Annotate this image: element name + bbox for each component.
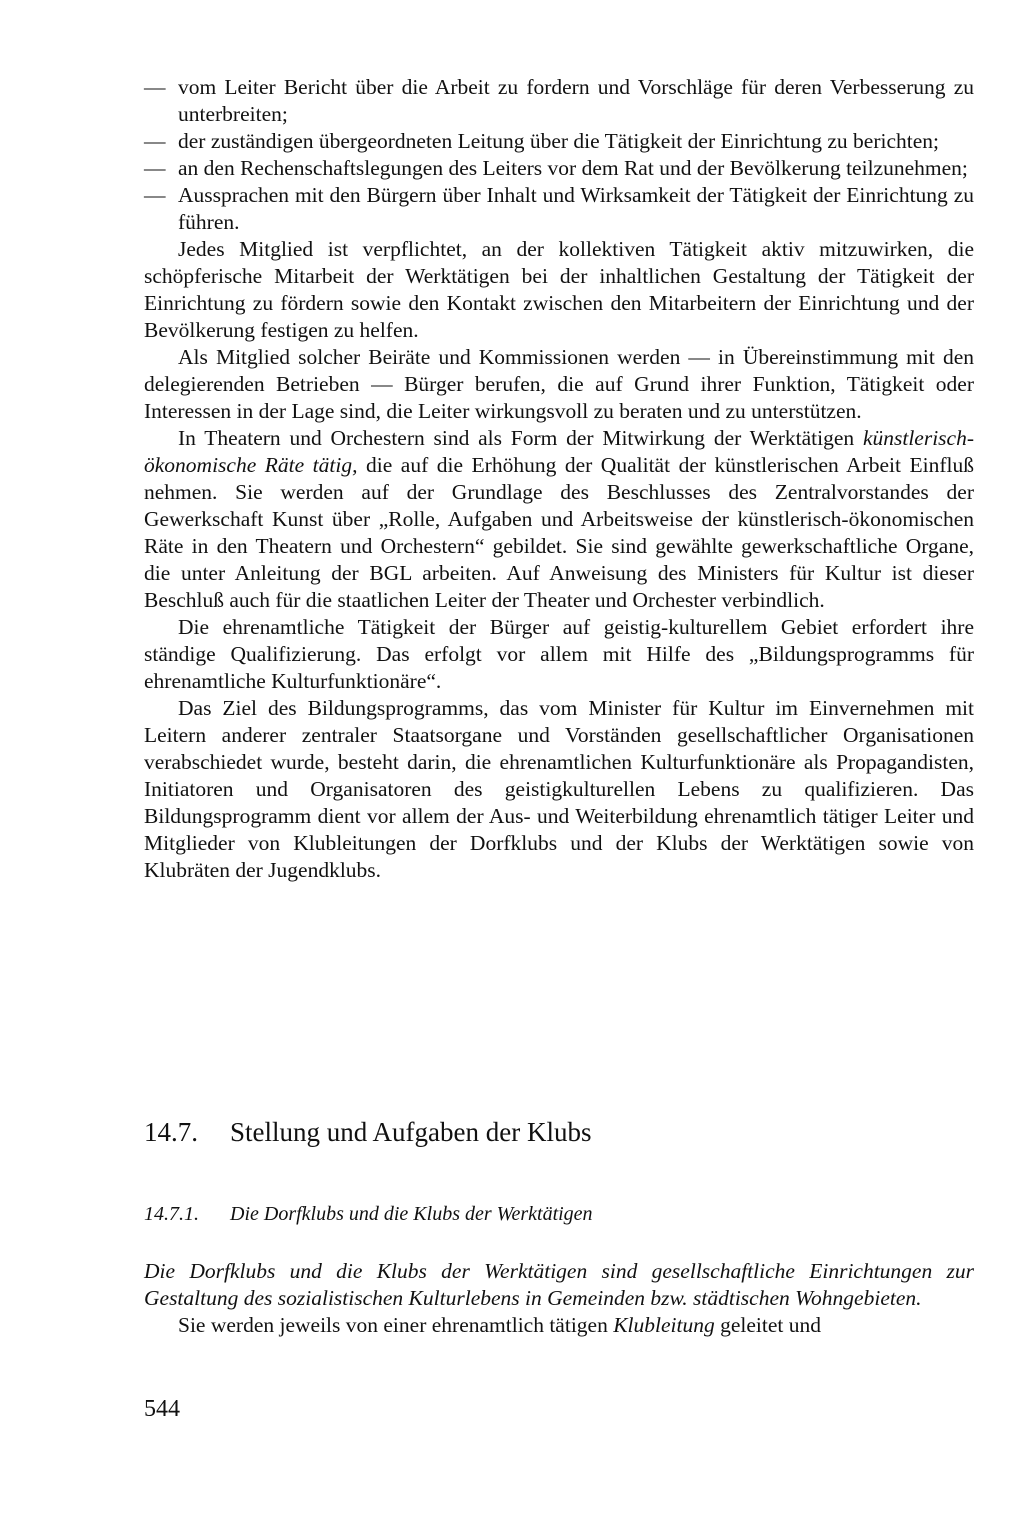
dash-marker: — xyxy=(144,129,166,153)
paragraph-text: die auf die Erhöhung der Qualität der künstlerischen Arbeit Einfluß nehmen. Sie werden auf der Grundlage des Beschlusses des Zentralvorstandes der Gewerkschaft Kunst über „Rolle, Aufgaben und Arbeitsweise der künstlerisch-ökonomischen Räte in den Theatern und Orchestern“ gebildet. Sie sind gewählte gewerkschaftliche Organe, die unter Anleitung der BGL arbeiten. Auf Anweisung des Ministers für Kultur ist dieser Beschluß auch für die staatlichen Leiter der Theater und Orchester verbindlich. xyxy=(144,453,974,612)
emphasis-text: Klubleitung xyxy=(613,1313,715,1337)
emphasis-text: künstlerisch-ökonomische Räte tätig, xyxy=(144,426,974,477)
body-text xyxy=(144,74,974,884)
paragraph-education-program: Das Ziel des Bildungsprogramms, das vom Minister für Kultur im Einvernehmen mit Leitern anderer zentraler Staatsorgane und Vorständen gesellschaftlicher Organisationen verabschiedet wurde, besteht darin, die ehrenamtlichen Kulturfunktionäre als Propagandisten, Initiatoren und Organisatoren des geistigkulturellen Lebens zu qualifizieren. Das Bildungsprogramm dient vor allem der Aus- und Weiterbildung ehrenamtlich tätiger Leiter und Mitglieder von Klubleitungen der Dorfklubs und der Klubs der Werktätigen sowie von Klubräten der Jugendklubs. xyxy=(144,696,974,882)
subsection-body xyxy=(144,1258,974,1339)
bullet-list xyxy=(144,74,974,236)
paragraph-text: In Theatern und Orchestern sind als Form der Mitwirkung der Werktätigen xyxy=(178,426,863,450)
subsection-number: 14.7.1. xyxy=(144,1203,199,1225)
paragraph-text: Sie werden jeweils von einer ehrenamtlich tätigen xyxy=(178,1313,614,1337)
lead-paragraph: Die Dorfklubs und die Klubs der Werktätigen sind gesellschaftliche Einrichtungen zur Gestaltung des sozialistischen Kulturlebens in Gemeinden bzw. städtischen Wohngebieten. xyxy=(144,1259,974,1310)
list-item xyxy=(144,182,974,236)
list-item-text: der zuständigen übergeordneten Leitung über die Tätigkeit der Einrichtung zu berichten; xyxy=(178,129,939,153)
paragraph-theater-councils xyxy=(144,425,974,614)
list-item-text: vom Leiter Bericht über die Arbeit zu fordern und Vorschläge für deren Verbesserung zu unterbreiten; xyxy=(178,75,974,126)
paragraph-text: geleitet und xyxy=(714,1313,822,1337)
list-item xyxy=(144,128,974,155)
list-item-text: Aussprachen mit den Bürgern über Inhalt und Wirksamkeit der Tätigkeit der Einrichtung zu führen. xyxy=(178,183,974,234)
subsection-heading xyxy=(144,1203,593,1226)
section-heading xyxy=(144,1117,591,1148)
dash-marker: — xyxy=(144,183,166,207)
list-item xyxy=(144,155,974,182)
section-number: 14.7. xyxy=(144,1117,198,1147)
page-number: 544 xyxy=(144,1396,180,1422)
paragraph-members: Jedes Mitglied ist verpflichtet, an der kollektiven Tätigkeit aktiv mitzuwirken, die schöpferische Mitarbeit der Werktätigen bei der inhaltlichen Gestaltung der Tätigkeit der Einrichtung zu fördern sowie den Kontakt zwischen den Mitarbeitern der Einrichtung und der Bevölkerung festigen zu helfen. xyxy=(144,237,974,342)
subsection-title: Die Dorfklubs und die Klubs der Werktätigen xyxy=(230,1203,593,1225)
list-item xyxy=(144,74,974,128)
list-item-text: an den Rechenschaftslegungen des Leiters vor dem Rat und der Bevölkerung teilzunehmen; xyxy=(178,156,968,180)
section-title: Stellung und Aufgaben der Klubs xyxy=(230,1117,592,1147)
paragraph-qualification: Die ehrenamtliche Tätigkeit der Bürger auf geistig-kulturellem Gebiet erfordert ihre ständige Qualifizierung. Das erfolgt vor allem mit Hilfe des „Bildungsprogramms für ehrenamtliche Kulturfunktionäre“. xyxy=(144,615,974,693)
paragraph-club-leadership xyxy=(144,1312,974,1339)
paragraph-advisory-boards: Als Mitglied solcher Beiräte und Kommissionen werden — in Übereinstimmung mit den delegierenden Betrieben — Bürger berufen, die auf Grund ihrer Funktion, Tätigkeit oder Interessen in der Lage sind, die Leiter wirkungsvoll zu beraten und zu unterstützen. xyxy=(144,345,974,423)
dash-marker: — xyxy=(144,75,166,99)
dash-marker: — xyxy=(144,156,166,180)
